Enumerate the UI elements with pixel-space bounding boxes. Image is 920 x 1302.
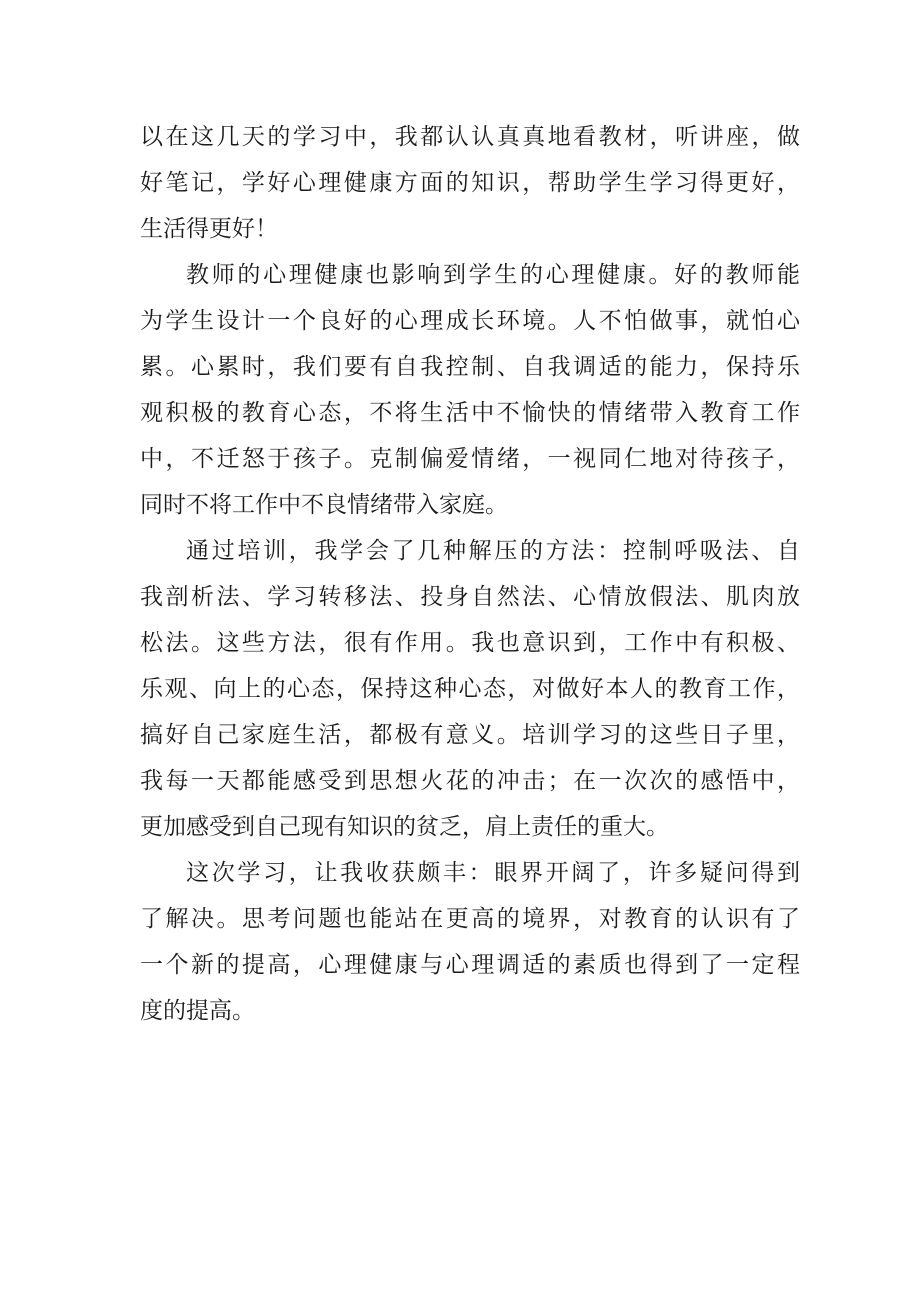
text-line: 度的提高。 [140,998,255,1024]
paragraph-2 [140,252,800,528]
text-line: 这次学习，让我收获颇丰：眼界开阔了，许多疑问得到 [186,860,800,886]
paragraph-4 [140,850,800,1034]
text-line: 更加感受到自己现有知识的贫乏，肩上责任的重大。 [140,814,669,840]
text-line: 好笔记，学好心理健康方面的知识，帮助学生学习得更好， [140,170,800,196]
text-line: 生活得更好！ [140,216,278,242]
text-line: 观积极的教育心态，不将生活中不愉快的情绪带入教育工作 [140,400,800,426]
text-line: 我每一天都能感受到思想火花的冲击；在一次次的感悟中， [140,768,800,794]
document-body [140,114,800,1034]
text-line: 教师的心理健康也影响到学生的心理健康。好的教师能 [186,262,800,288]
text-line: 了解决。思考问题也能站在更高的境界，对教育的认识有了 [140,906,800,932]
text-line: 乐观、向上的心态，保持这种心态，对做好本人的教育工作， [140,676,800,702]
text-line: 累。心累时，我们要有自我控制、自我调适的能力，保持乐 [140,354,800,380]
text-line: 一个新的提高，心理健康与心理调适的素质也得到了一定程 [140,952,800,978]
text-line: 以在这几天的学习中，我都认认真真地看教材，听讲座，做 [140,124,800,150]
text-line: 中，不迁怒于孩子。克制偏爱情绪，一视同仁地对待孩子， [140,446,800,472]
text-line: 松法。这些方法，很有作用。我也意识到，工作中有积极、 [140,630,800,656]
text-line: 同时不将工作中不良情绪带入家庭。 [140,492,508,518]
text-line: 通过培训，我学会了几种解压的方法：控制呼吸法、自 [186,538,800,564]
text-line: 搞好自己家庭生活，都极有意义。培训学习的这些日子里， [140,722,800,748]
paragraph-3 [140,528,800,850]
paragraph-1 [140,114,800,252]
text-line: 为学生设计一个良好的心理成长环境。人不怕做事，就怕心 [140,308,800,334]
text-line: 我剖析法、学习转移法、投身自然法、心情放假法、肌肉放 [140,584,800,610]
